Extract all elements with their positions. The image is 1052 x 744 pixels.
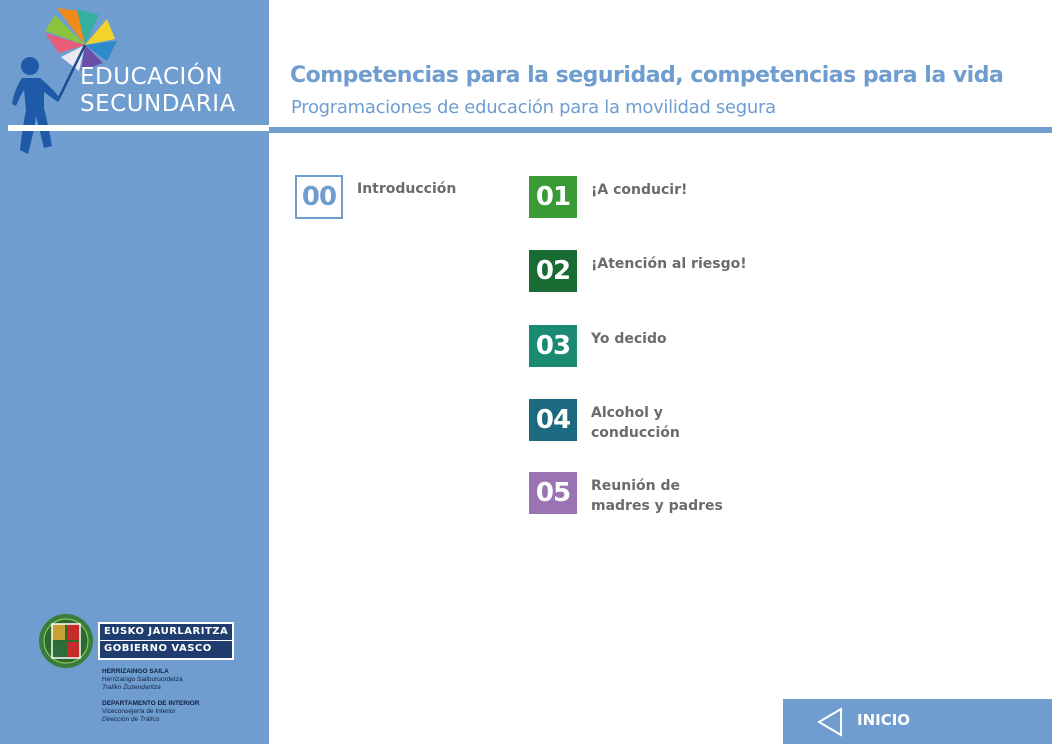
module-label: Yo decido bbox=[591, 331, 667, 347]
triangle-left-icon bbox=[815, 707, 845, 737]
module-label-line2: conducción bbox=[591, 425, 680, 441]
page-subtitle: Programaciones de educación para la movilidad segura bbox=[291, 97, 776, 118]
inicio-button[interactable] bbox=[783, 699, 1052, 744]
module-label bbox=[591, 403, 751, 443]
government-name-box bbox=[98, 622, 234, 660]
department-es: DEPARTAMENTO DE INTERIOR bbox=[102, 700, 200, 707]
module-label-line1: Alcohol y bbox=[591, 405, 663, 421]
module-number-badge: 05 bbox=[529, 472, 577, 514]
module-label bbox=[591, 476, 751, 516]
module-label: ¡A conducir! bbox=[591, 182, 688, 198]
module-number-badge: 04 bbox=[529, 399, 577, 441]
educacion-secundaria-logo bbox=[0, 0, 269, 160]
module-label: ¡Atención al riesgo! bbox=[591, 256, 747, 272]
viceconsejeria-eu: Herrizaingo Sailburuordetza bbox=[102, 676, 183, 683]
logo-title bbox=[80, 64, 260, 118]
government-logo bbox=[38, 612, 248, 742]
direccion-es: Dirección de Tráfico bbox=[102, 716, 160, 723]
module-number-badge: 03 bbox=[529, 325, 577, 367]
viceconsejeria-es: Viceconsejería de Interior bbox=[102, 708, 176, 715]
logo-title-line2: SECUNDARIA bbox=[80, 91, 236, 117]
sidebar bbox=[0, 0, 269, 744]
department-info bbox=[102, 668, 252, 724]
module-label: Introducción bbox=[357, 181, 457, 197]
coat-of-arms-icon bbox=[38, 612, 94, 670]
module-number-badge: 00 bbox=[295, 175, 343, 219]
direccion-eu: Trafiko Zuzendaritza bbox=[102, 684, 161, 691]
header-divider bbox=[269, 127, 1052, 133]
government-name-eu: EUSKO JAURLARITZA bbox=[100, 624, 232, 641]
module-label-line2: madres y padres bbox=[591, 498, 723, 514]
module-number-badge: 02 bbox=[529, 250, 577, 292]
logo-title-line1: EDUCACIÓN bbox=[80, 64, 224, 90]
page-title: Competencias para la seguridad, competencias para la vida bbox=[290, 63, 1004, 88]
logo-divider bbox=[8, 125, 269, 131]
module-number-badge: 01 bbox=[529, 176, 577, 218]
module-label-line1: Reunión de bbox=[591, 478, 680, 494]
inicio-label: INICIO bbox=[857, 711, 911, 729]
government-name-es: GOBIERNO VASCO bbox=[104, 643, 212, 654]
department-eu: HERRIZAINGO SAILA bbox=[102, 668, 169, 675]
